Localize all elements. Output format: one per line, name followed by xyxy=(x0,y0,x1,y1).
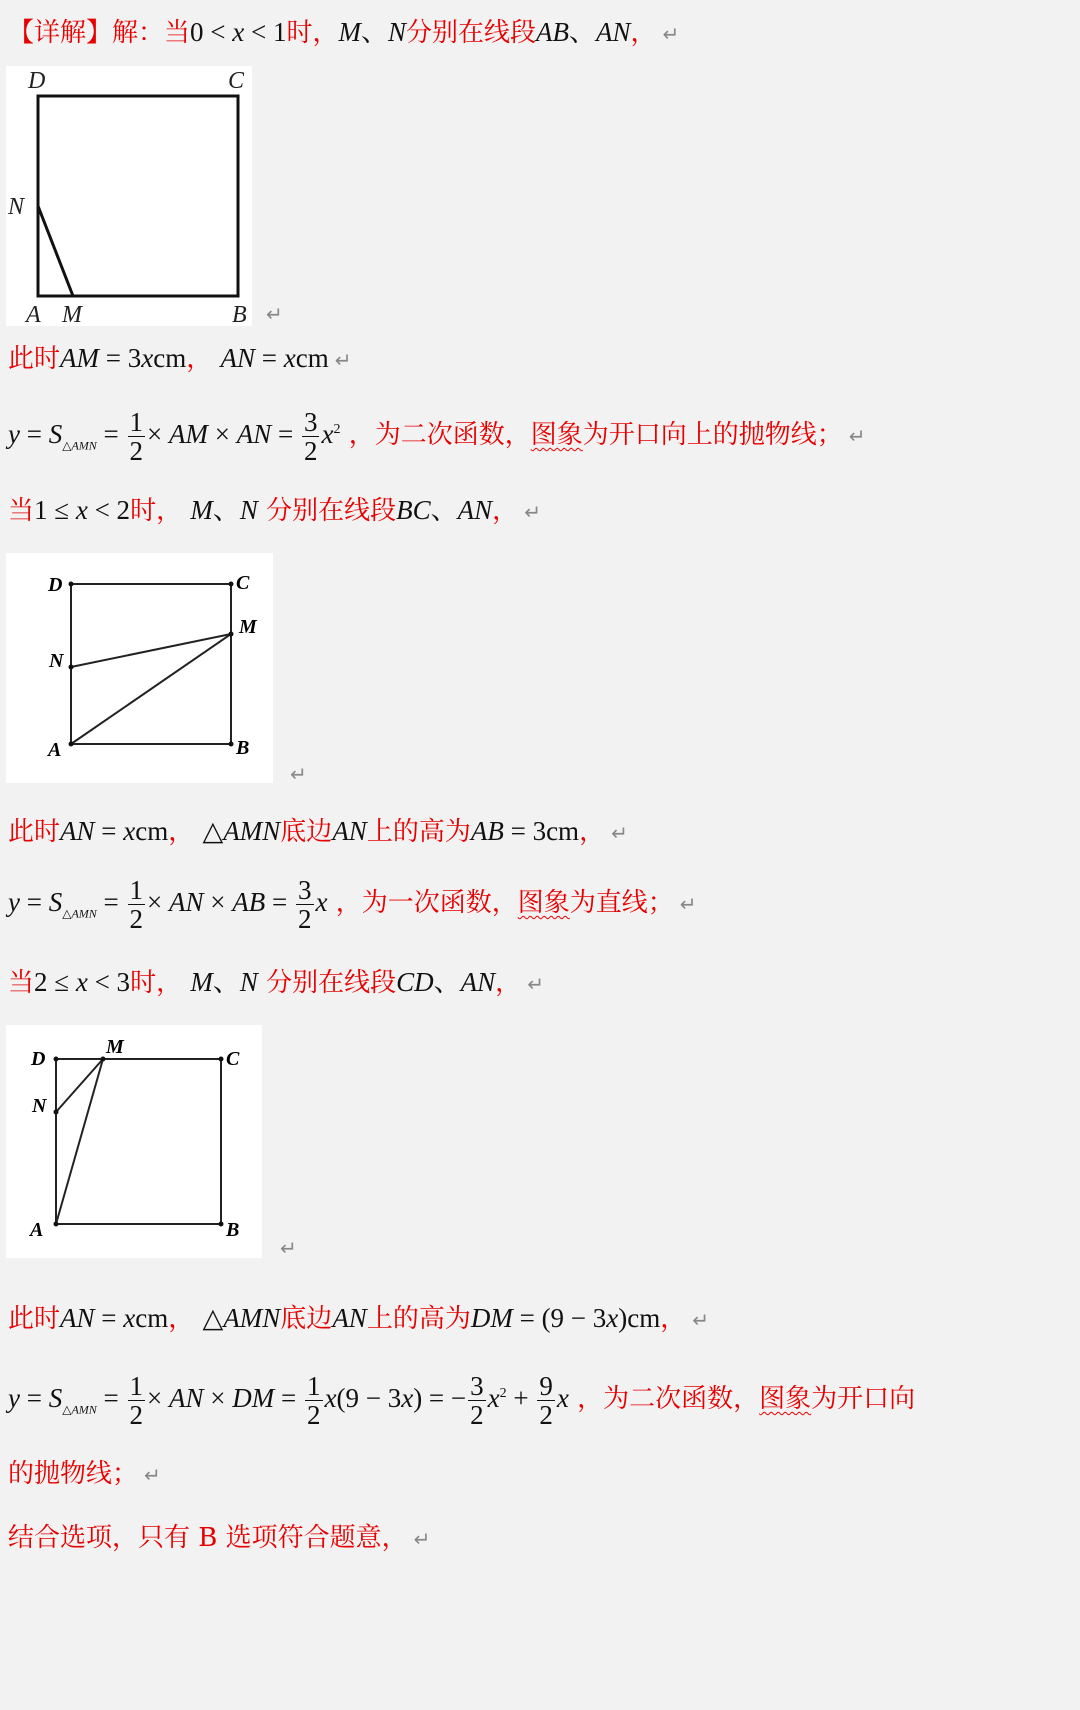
line-3: $y = S_{\triangle AMN}$ = $\frac{1}{2}$ × AM × AN = $\frac{3}{2}$ $x^2$ ，为二次函数，图象为开口向上的抛物线； ↵ xyxy=(8,407,866,467)
line-11: 结合选项，只有 B 选项符合题意， ↵ xyxy=(8,1523,431,1553)
figure-square-1 xyxy=(6,66,252,326)
label-a: A xyxy=(26,302,41,326)
label-b: B xyxy=(232,302,247,326)
svg-text:D: D xyxy=(48,574,63,596)
svg-text:N: N xyxy=(32,1095,47,1117)
svg-text:D: D xyxy=(31,1048,46,1070)
intro-text: 【详解】解：当 xyxy=(8,18,191,48)
label-m: M xyxy=(62,302,82,326)
math-area-formula-3: $y = S_{\triangle AMN}$ = $\frac{1}{2}$ × AN × DM = $\frac{1}{2}$ x(9 − 3x) = − $\frac{3}{2}$ $x^2$ + $\frac{9}{2}$ x xyxy=(8,1371,569,1431)
return-mark: ↵ xyxy=(413,1527,431,1551)
line-5: 此时AN = xcm， △AMN底边AN上的高为AB = 3cm， ↵ xyxy=(8,816,628,847)
return-mark: ↵ xyxy=(334,348,352,372)
line-9: $y = S_{\triangle AMN}$ = $\frac{1}{2}$ × AN × DM = $\frac{1}{2}$ x(9 − 3x) = − $\frac{3}{2}$ $x^2$ + $\frac{9}{2}$ x ，为二次函数，图象为开口向 xyxy=(8,1371,916,1431)
line-1: 【详解】解：当0 < x < 1时，M、N分别在线段AB、AN， ↵ xyxy=(8,17,680,48)
line-8: 此时AN = xcm， △AMN底边AN上的高为DM = (9 − 3x)cm， ↵ xyxy=(8,1303,710,1334)
math-range-2: 1 ≤ x < 2 xyxy=(34,495,131,525)
return-mark: ↵ xyxy=(266,302,283,326)
figure-1-svg xyxy=(6,66,252,326)
return-mark: ↵ xyxy=(144,1463,161,1487)
time-word: 时， xyxy=(286,18,339,48)
return-mark: ↵ xyxy=(848,424,866,448)
return-mark: ↵ xyxy=(524,500,541,524)
figure-square-2 xyxy=(6,553,273,783)
label-c: C xyxy=(228,68,245,94)
svg-text:B: B xyxy=(236,737,250,759)
math-an: AN = xcm xyxy=(220,343,329,373)
return-mark: ↵ xyxy=(692,1308,710,1332)
math-range: 0 < x < 1 xyxy=(190,17,287,47)
svg-text:A: A xyxy=(30,1219,44,1241)
svg-text:M: M xyxy=(106,1036,124,1058)
segment-text: 分别在线段 xyxy=(406,18,537,48)
return-mark: ↵ xyxy=(611,821,628,845)
line-10: 的抛物线； ↵ xyxy=(8,1459,161,1489)
math-range-3: 2 ≤ x < 3 xyxy=(34,967,131,997)
label-d: D xyxy=(28,68,46,94)
figure-3-svg xyxy=(6,1025,262,1258)
math-area-formula-1: $y = S_{\triangle AMN}$ = $\frac{1}{2}$ × AM × AN = $\frac{3}{2}$ $x^2$ xyxy=(8,407,341,467)
line-7: 当2 ≤ x < 3时， M、N 分别在线段CD、AN， ↵ xyxy=(8,967,544,998)
math-points: M、N xyxy=(338,17,406,47)
return-mark: ↵ xyxy=(280,1236,297,1260)
line-6: $y = S_{\triangle AMN}$ = $\frac{1}{2}$ × AN × AB = $\frac{3}{2}$ x ，为一次函数，图象为直线； ↵ xyxy=(8,875,697,935)
math-am: AM = 3xcm xyxy=(60,343,187,373)
svg-text:C: C xyxy=(226,1048,240,1070)
svg-text:M: M xyxy=(239,616,257,638)
return-mark: ↵ xyxy=(679,892,697,916)
svg-text:N: N xyxy=(49,650,64,672)
svg-text:A: A xyxy=(48,739,62,761)
line-4: 当1 ≤ x < 2时， M、N 分别在线段BC、AN， ↵ xyxy=(8,495,541,526)
label-n: N xyxy=(8,194,25,220)
svg-text:C: C xyxy=(236,572,250,594)
math-area-formula-2: $y = S_{\triangle AMN}$ = $\frac{1}{2}$ × AN × AB = $\frac{3}{2}$ x xyxy=(8,875,328,935)
line-2: 此时AM = 3xcm， AN = xcm ↵ xyxy=(8,343,352,374)
figure-square-3 xyxy=(6,1025,262,1258)
return-mark: ↵ xyxy=(527,972,544,996)
svg-text:B: B xyxy=(226,1219,240,1241)
figure-2-svg xyxy=(6,553,273,783)
return-mark: ↵ xyxy=(290,762,307,786)
return-mark: ↵ xyxy=(662,22,680,46)
math-segments: AB、AN xyxy=(536,17,631,47)
